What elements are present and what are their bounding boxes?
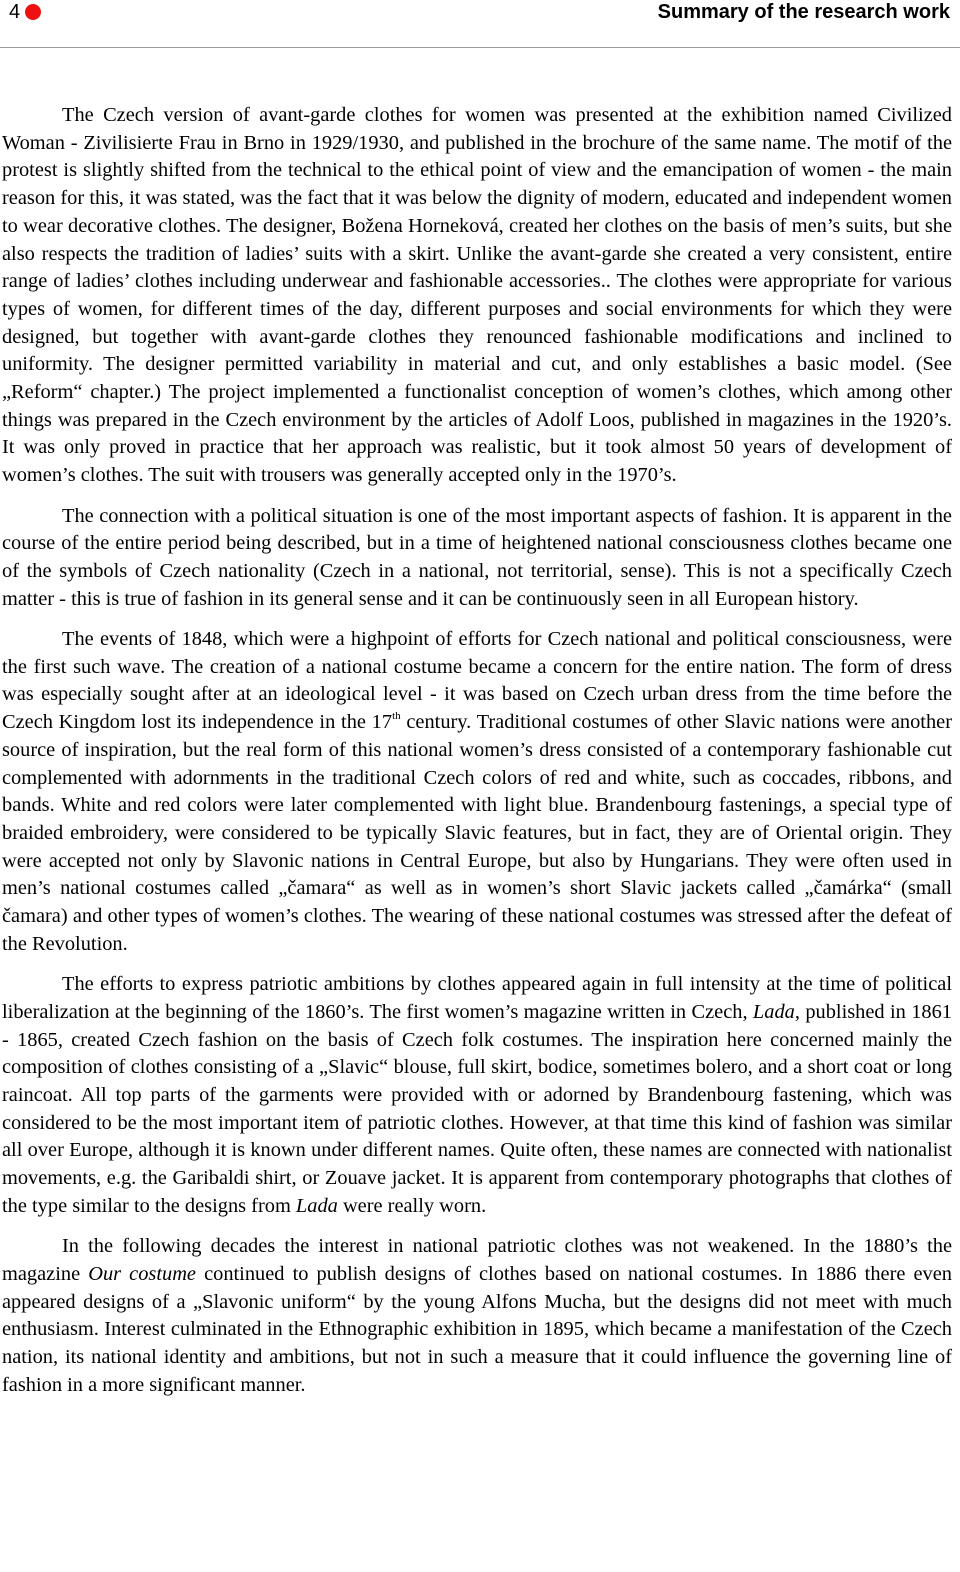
paragraph-3 <box>2 626 952 958</box>
page-header <box>0 0 960 48</box>
paragraph-2: The connection with a political situation is one of the most important aspects of fashion. It is apparent in the course of the entire period being described, but in a time of heightened national consciousness clothes became one of the symbols of Czech nationality (Czech in a national, not territorial, sense). This is not a specifically Czech matter - this is true of fashion in its general sense and it can be continuously seen in all European history. <box>2 504 952 610</box>
paragraph-5-text-a: In the following decades the interest in national patriotic clothes was not weakened. In the 1880’s the magazine <box>2 1235 952 1285</box>
paragraph-1: The Czech version of avant-garde clothes for women was presented at the exhibition named Civilized Woman - Zivilisierte Frau in Brno in 1929/1930, and published in the brochure of the same name. The motif of the protest is slightly shifted from the technical to the ethical point of view and the emancipation of women - the main reason for this, it was stated, was the fact that it was below the dignity of modern, educated and independent women to wear decorative clothes. The designer, Božena Horneková, created her clothes on the basis of men’s suits, but she also respects the tradition of ladies’ suits with a skirt. Unlike the avant-garde she created a very consistent, entire range of ladies’ clothes including underwear and fashionable accessories.. The clothes were appropriate for various types of women, for different times of the day, different purposes and social environments for which they were designed, but together with avant-garde clothes they renounced fashionable modifications and inclined to uniformity. The designer permitted variability in material and cut, and only establishes a basic model. (See „Reform“ chapter.) The project implemented a functionalist conception of women’s clothes, which among other things was prepared in the Czech environment by the articles of Adolf Loos, published in magazines in the 1920’s. It was only proved in practice that her approach was realistic, but it took almost 50 years of development of women’s clothes. The suit with trousers was generally accepted only in the 1970’s. <box>2 104 952 487</box>
magazine-title-lada-2: Lada <box>295 1194 338 1217</box>
paragraph-5-text-b: continued to publish designs of clothes based on national costumes. In 1886 there even appeared designs of a „Slavonic uniform“ by the young Alfons Mucha, but the designs did not meet with much enthusiasm. Interest culminated in the Ethnographic exhibition in 1895, which became a manifestation of the Czech nation, its national identity and ambitions, but not in such a measure that it could influence the governing line of fashion in a more significant manner. <box>2 1262 952 1396</box>
paragraph-4 <box>2 971 952 1220</box>
magazine-title-lada: Lada <box>752 1000 795 1023</box>
paragraph-4-text-b: , published in 1861 - 1865, created Czech fashion on the basis of Czech folk costumes. The inspiration here concerned mainly the composition of clothes consisting of a „Slavic“ blouse, full skirt, bodice, sometimes bolero, and a short coat or long raincoat. All top parts of the garments were provided with or adorned by Brandenbourg fastening, which was considered to be the most important item of patriotic clothes. However, at that time this kind of fashion was similar all over Europe, although it is known under different names. Quite often, these names are connected with nationalist movements, e.g. the Garibaldi shirt, or Zouave jacket. It is apparent from contemporary photographs that clothes of the type similar to the designs from <box>2 1000 953 1217</box>
paragraph-3-text-b: century. Traditional costumes of other Slavic nations were another source of inspiration, but the real form of this national women’s dress consisted of a contemporary fashionable cut complemented with adornments in the traditional Czech colors of red and white, such as coccades, ribbons, and bands. White and red colors were later complemented with light blue. Brandenbourg fastenings, a special type of braided embroidery, were considered to be typically Slavic features, but in fact, they are of Oriental origin. They were accepted not only by Slavonic nations in Central Europe, but also by Hungarians. They were often used in men’s national costumes called „čamara“ as well as in women’s short Slavic jackets called „čamárka“ (small čamara) and other types of women’s clothes. The wearing of these national costumes was stressed after the defeat of the Revolution. <box>2 711 952 955</box>
red-dot-icon <box>25 4 41 20</box>
header-title: Summary of the research work <box>657 1 950 23</box>
magazine-title-our-costume: Our costume <box>88 1262 196 1285</box>
body-text <box>2 102 952 1412</box>
ordinal-superscript: th <box>392 710 401 723</box>
paragraph-5 <box>2 1233 952 1399</box>
page-number: 4 <box>9 1 21 23</box>
paragraph-3-text-a: The events of 1848, which were a highpoint of efforts for Czech national and political consciousness, were the first such wave. The creation of a national costume became a concern for the entire nation. The form of dress was especially sought after at an ideological level - it was based on Czech urban dress from the time before the Czech Kingdom lost its independence in the 17 <box>2 628 952 734</box>
paragraph-4-text-a: The efforts to express patriotic ambitions by clothes appeared again in full intensity at the time of political liberalization at the beginning of the 1860’s. The first women’s magazine written in Czech, <box>2 973 952 1023</box>
paragraph-4-text-c: were really worn. <box>337 1194 487 1217</box>
